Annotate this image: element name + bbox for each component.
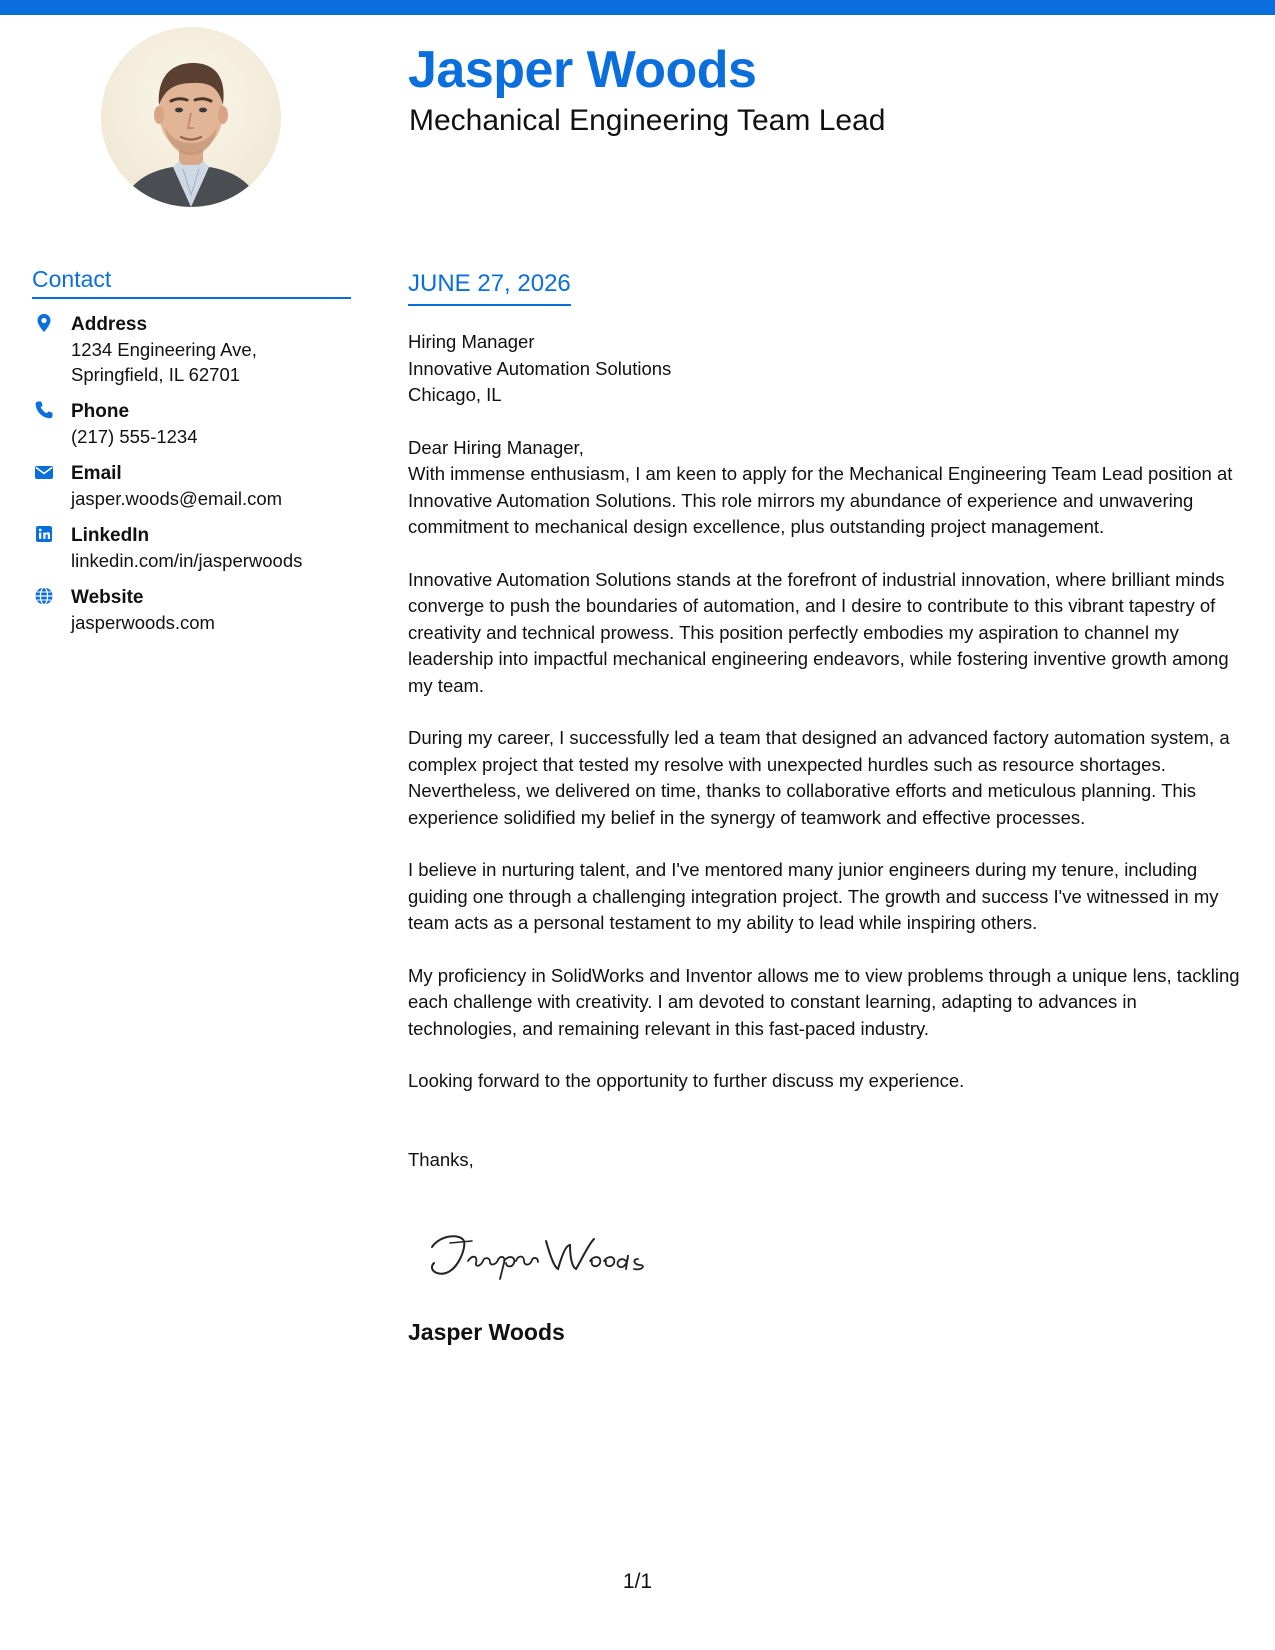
recipient-line: Hiring Manager [408, 331, 535, 352]
contact-item-linkedin [32, 523, 362, 573]
envelope-icon [34, 462, 54, 482]
contact-item-website [32, 585, 362, 635]
globe-icon [34, 586, 54, 606]
salutation: Dear Hiring Manager, [408, 436, 584, 458]
job-title: Mechanical Engineering Team Lead [409, 104, 886, 137]
page-number: 1/1 [622, 1570, 653, 1593]
address-line-1: 1234 Engineering Ave, [71, 339, 257, 360]
contact-label-website: Website [71, 587, 144, 608]
email-value: jasper.woods@email.com [71, 488, 283, 509]
sign-off: Thanks, [408, 1148, 474, 1170]
phone-icon [34, 400, 54, 420]
signed-name: Jasper Woods [408, 1319, 565, 1345]
recipient-line: Chicago, IL [408, 384, 502, 405]
body-paragraph: Innovative Automation Solutions stands at the forefront of industrial innovation, where brilliant minds converge to push the boundaries of automation, and I desire to contribute to this vibrant tapestry of creativity and technical prowess. This position perfectly embodies my aspiration to channel my leadership into impactful mechanical engineering endeavors, while fostering inventive growth among my team. [408, 568, 1229, 696]
top-accent-bar [0, 0, 1275, 15]
contact-label-linkedin: LinkedIn [71, 525, 150, 546]
contact-list [32, 312, 362, 647]
avatar [101, 27, 281, 207]
location-pin-icon [34, 313, 54, 333]
portrait-photo [101, 27, 281, 207]
phone-value: (217) 555-1234 [71, 426, 198, 447]
closing-line: Looking forward to the opportunity to further discuss my experience. [408, 1070, 965, 1091]
contact-label-phone: Phone [71, 401, 130, 422]
address-line-2: Springfield, IL 62701 [71, 364, 241, 385]
contact-label-address: Address [71, 314, 148, 335]
candidate-name: Jasper Woods [408, 41, 757, 99]
letter-body [408, 329, 1248, 1173]
linkedin-value: linkedin.com/in/jasperwoods [71, 550, 303, 571]
contact-item-address [32, 312, 362, 387]
contact-item-phone [32, 399, 362, 449]
contact-item-email [32, 461, 362, 511]
handwritten-signature [420, 1225, 660, 1285]
recipient-block [408, 329, 1248, 409]
website-value: jasperwoods.com [71, 612, 215, 633]
body-paragraph: During my career, I successfully led a team that designed an advanced factory automation system, a complex project that tested my resolve with unexpected hurdles such as resource shortages. Nevertheless, we delivered on time, thanks to collaborative efforts and meticulous planning. This experience solidified my belief in the synergy of teamwork and effective processes. [408, 727, 1230, 828]
letter-date: JUNE 27, 2026 [408, 270, 571, 306]
linkedin-icon [34, 524, 54, 544]
contact-label-email: Email [71, 463, 122, 484]
contact-heading: Contact [32, 266, 351, 299]
recipient-line: Innovative Automation Solutions [408, 357, 672, 379]
body-paragraph: With immense enthusiasm, I am keen to apply for the Mechanical Engineering Team Lead position at Innovative Automation Solutions. This role mirrors my abundance of experience and unwavering commitment to mechanical design excellence, plus outstanding project management. [408, 463, 1233, 537]
body-paragraph: My proficiency in SolidWorks and Inventor allows me to view problems through a unique lens, tackling each challenge with creativity. I am devoted to constant learning, adapting to advances in technologies, and remaining relevant in this fast-paced industry. [408, 964, 1240, 1039]
body-paragraph: I believe in nurturing talent, and I've mentored many junior engineers during my tenure, including guiding one through a challenging integration project. The growth and success I've witnessed in my team acts as a personal testament to my ability to lead while inspiring others. [408, 859, 1219, 933]
